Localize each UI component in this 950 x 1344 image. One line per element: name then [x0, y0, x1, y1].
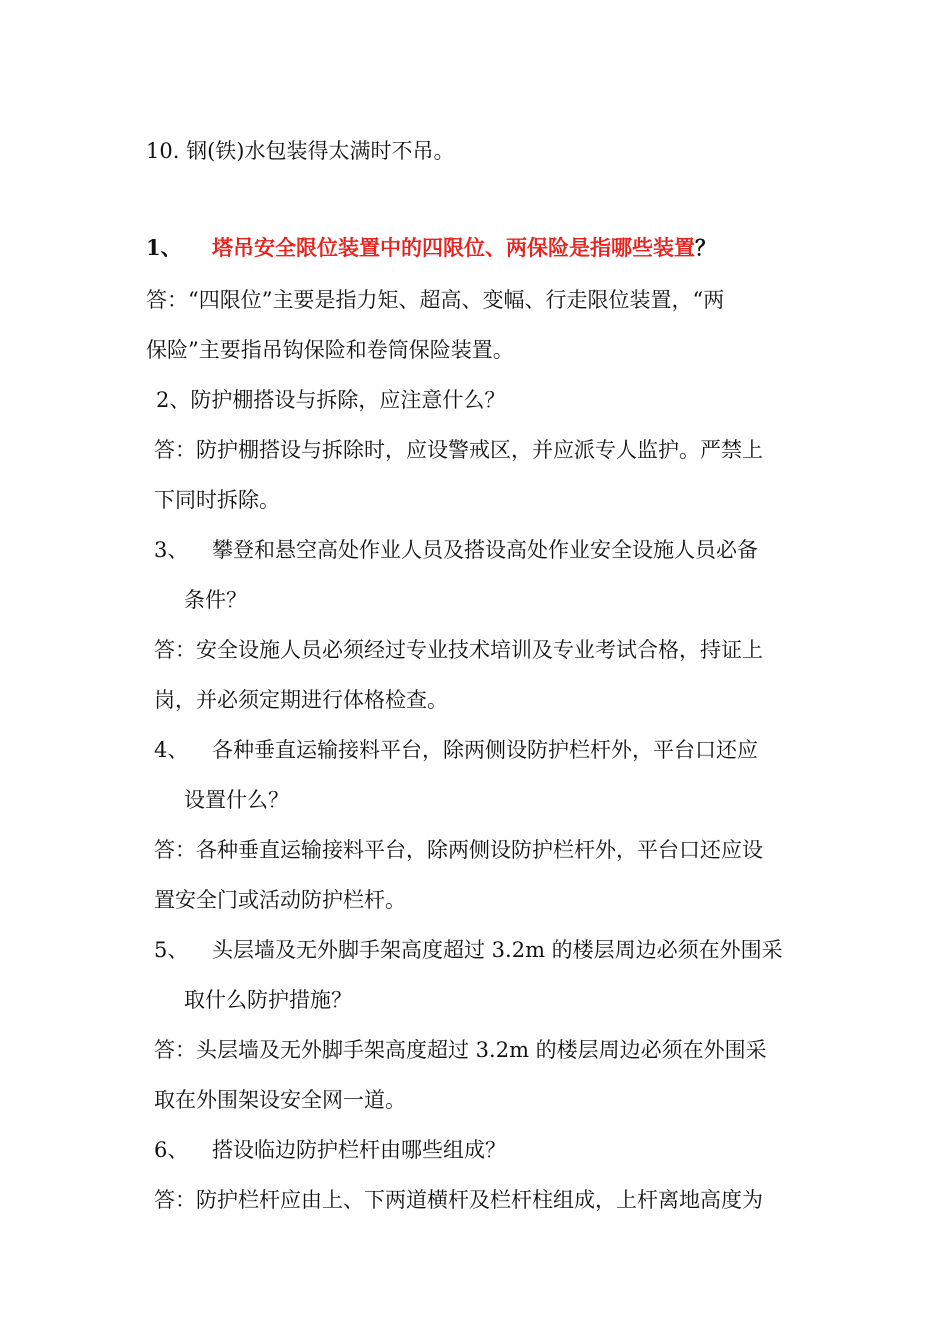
q2-answer-line2: 下同时拆除。 — [154, 488, 280, 512]
q4-answer-line2: 置安全门或活动防护栏杆。 — [154, 888, 406, 912]
q4-number: 4、 — [154, 738, 189, 762]
q1-answer-line1: 答：“四限位”主要是指力矩、超高、变幅、行走限位装置，“两 — [146, 288, 725, 312]
q4-question-line2: 设置什么？ — [184, 788, 289, 812]
q3-question-line2: 条件？ — [184, 588, 247, 612]
q5-question-line2: 取什么防护措施？ — [184, 988, 352, 1012]
q4-question-line1: 各种垂直运输接料平台，除两侧设防护栏杆外，平台口还应 — [212, 738, 758, 762]
q1-question-text: 塔吊安全限位装置中的四限位、两保险是指哪些装置 — [212, 235, 695, 260]
q6-question-line1: 搭设临边防护栏杆由哪些组成？ — [212, 1138, 506, 1162]
q2-answer-line1: 答：防护棚搭设与拆除时，应设警戒区，并应派专人监护。严禁上 — [154, 438, 763, 462]
q3-answer-line1: 答：安全设施人员必须经过专业技术培训及专业考试合格，持证上 — [154, 638, 763, 662]
q1-question — [212, 233, 716, 263]
q5-number: 5、 — [154, 938, 189, 962]
q6-answer-line1: 答：防护栏杆应由上、下两道横杆及栏杆柱组成，上杆离地高度为 — [154, 1188, 763, 1212]
q3-question-line1: 攀登和悬空高处作业人员及搭设高处作业安全设施人员必备 — [212, 538, 758, 562]
q3-number: 3、 — [154, 538, 189, 562]
q5-answer-line2: 取在外围架设安全网一道。 — [154, 1088, 406, 1112]
q1-number: 1、 — [146, 235, 182, 260]
q3-answer-line2: 岗，并必须定期进行体格检查。 — [154, 688, 448, 712]
q2-question: 2、防护棚搭设与拆除，应注意什么？ — [156, 388, 506, 412]
q5-question-line1: 头层墙及无外脚手架高度超过 3.2m 的楼层周边必须在外围采 — [212, 938, 783, 962]
q5-answer-line1: 答：头层墙及无外脚手架高度超过 3.2m 的楼层周边必须在外围采 — [154, 1038, 767, 1062]
q6-number: 6、 — [154, 1138, 189, 1162]
q4-answer-line1: 答：各种垂直运输接料平台，除两侧设防护栏杆外，平台口还应设 — [154, 838, 763, 862]
q1-answer-line2: 保险”主要指吊钩保险和卷筒保险装置。 — [146, 338, 514, 362]
intro-line: 10. 钢(铁)水包装得太满时不吊。 — [146, 139, 455, 163]
q1-question-mark: ？ — [695, 235, 716, 260]
